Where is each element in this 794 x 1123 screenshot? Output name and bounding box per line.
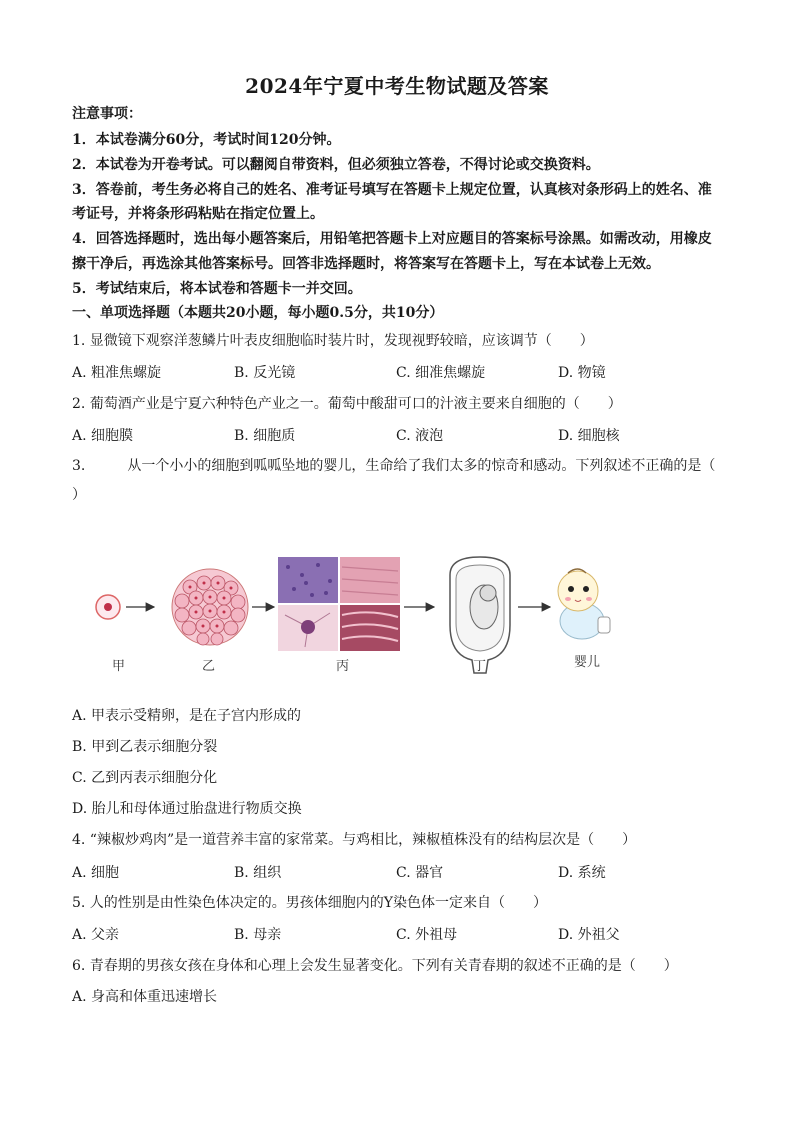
option-a: A. 粗准焦螺旋 bbox=[72, 365, 162, 381]
question-3-stem: 3. 从一个小小的细胞到呱呱坠地的婴儿，生命给了我们太多的惊奇和感动。下列叙述不正确的是（ bbox=[72, 458, 716, 474]
question-3-stem-cont: ） bbox=[72, 487, 86, 503]
zygote-cell-icon bbox=[96, 595, 120, 619]
option-d: D. 细胞核 bbox=[558, 428, 620, 444]
option-b: B. 母亲 bbox=[234, 927, 282, 943]
question-4-stem: 4. “辣椒炒鸡肉”是一道营养丰富的家常菜。与鸡相比，辣椒植株没有的结构层次是（ ） bbox=[72, 832, 637, 848]
option-c: C. 器官 bbox=[396, 865, 444, 881]
note-line: 4．回答选择题时，选出每小题答案后，用铅笔把答题卡上对应题目的答案标号涂黑。如需改动，用橡皮 bbox=[72, 231, 712, 247]
development-figure bbox=[90, 555, 630, 675]
note-line: 2．本试卷为开卷考试。可以翻阅自带资料，但必须独立答卷，不得讨论或交换资料。 bbox=[72, 157, 600, 173]
note-line: 1．本试卷满分60分，考试时间120分钟。 bbox=[72, 132, 341, 148]
figure-label-ding: 丁 bbox=[473, 659, 487, 674]
cell-cluster-icon bbox=[172, 569, 248, 645]
question-1-options bbox=[72, 362, 732, 382]
tissue-micrographs-icon bbox=[278, 557, 400, 651]
question-6-stem: 6. 青春期的男孩女孩在身体和心理上会发生显著变化。下列有关青春期的叙述不正确的是（ ） bbox=[72, 958, 678, 974]
note-line: 3．答卷前，考生务必将自己的姓名、准考证号填写在答题卡上规定位置，认真核对条形码上的姓名、准 bbox=[72, 182, 712, 198]
option-c: C. 细准焦螺旋 bbox=[396, 365, 486, 381]
option-d: D. 物镜 bbox=[558, 365, 606, 381]
development-diagram bbox=[90, 555, 630, 675]
option-b: B. 反光镜 bbox=[234, 365, 296, 381]
option-a: A. 细胞膜 bbox=[72, 428, 134, 444]
figure-label-bing: 丙 bbox=[336, 659, 350, 674]
note-line: 考证号，并将条形码粘贴在指定位置上。 bbox=[72, 206, 324, 222]
option-c: C. 乙到丙表示细胞分化 bbox=[72, 770, 218, 786]
question-5-stem: 5. 人的性别是由性染色体决定的。男孩体细胞内的Y染色体一定来自（ ） bbox=[72, 895, 548, 911]
option-c: C. 液泡 bbox=[396, 428, 444, 444]
question-2-options bbox=[72, 425, 732, 445]
notes-heading: 注意事项： bbox=[72, 106, 142, 122]
page-title: 2024年宁夏中考生物试题及答案 bbox=[245, 74, 549, 98]
option-d: D. 胎儿和母体通过胎盘进行物质交换 bbox=[72, 801, 302, 817]
note-line: 5．考试结束后，将本试卷和答题卡一并交回。 bbox=[72, 281, 362, 297]
option-d: D. 系统 bbox=[558, 865, 606, 881]
question-4-options bbox=[72, 862, 732, 882]
option-d: D. 外祖父 bbox=[558, 927, 620, 943]
option-a: A. 身高和体重迅速增长 bbox=[72, 989, 218, 1005]
option-b: B. 组织 bbox=[234, 865, 282, 881]
section-heading: 一、单项选择题（本题共20小题，每小题0.5分，共10分） bbox=[72, 305, 444, 321]
baby-icon bbox=[558, 569, 610, 639]
question-5-options bbox=[72, 924, 732, 944]
figure-label-jia: 甲 bbox=[112, 659, 126, 674]
question-2-stem: 2. 葡萄酒产业是宁夏六种特色产业之一。葡萄中酸甜可口的汁液主要来自细胞的（ ） bbox=[72, 396, 622, 412]
option-a: A. 甲表示受精卵，是在子宫内形成的 bbox=[72, 708, 302, 724]
question-1-stem: 1. 显微镜下观察洋葱鳞片叶表皮细胞临时装片时，发现视野较暗，应该调节（ ） bbox=[72, 333, 594, 349]
option-b: B. 细胞质 bbox=[234, 428, 296, 444]
option-c: C. 外祖母 bbox=[396, 927, 458, 943]
option-a: A. 父亲 bbox=[72, 927, 120, 943]
figure-label-baby: 婴儿 bbox=[574, 655, 601, 670]
figure-label-yi: 乙 bbox=[202, 659, 216, 674]
note-line: 擦干净后，再选涂其他答案标号。回答非选择题时，将答案写在答题卡上，写在本试卷上无效。 bbox=[72, 256, 660, 272]
option-a: A. 细胞 bbox=[72, 865, 120, 881]
option-b: B. 甲到乙表示细胞分裂 bbox=[72, 739, 218, 755]
